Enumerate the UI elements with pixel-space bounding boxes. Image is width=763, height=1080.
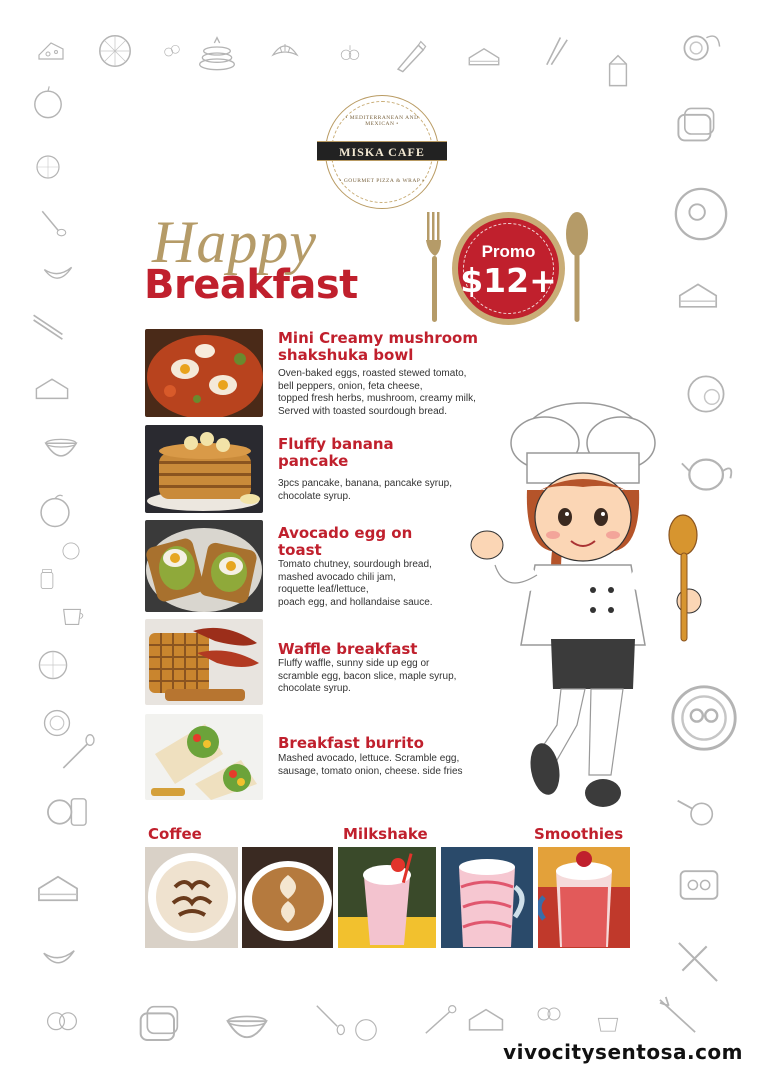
fork-icon — [650, 994, 708, 1038]
cup-icon — [588, 1012, 628, 1036]
cup-icon — [36, 790, 98, 834]
donut-box-icon — [674, 862, 724, 908]
bowl-icon — [220, 1002, 274, 1050]
shakshuka-photo — [145, 329, 263, 417]
coffee-photo-1 — [145, 847, 238, 948]
logo-bottom-text: • GOURMET PIZZA & WRAP • — [339, 178, 425, 184]
sandwich-icon — [460, 42, 508, 76]
item-desc-burrito: Mashed avocado, lettuce. Scramble egg, sausage, tomato onion, cheese. side fries — [278, 753, 463, 777]
milkshake-heading: Milkshake — [343, 825, 428, 843]
spoon-icon — [565, 212, 589, 324]
spoon-icon — [418, 1002, 460, 1038]
toast-icon — [130, 1000, 188, 1050]
whisk-icon — [672, 936, 724, 988]
sandwich-icon — [460, 1002, 512, 1040]
promo-badge — [452, 212, 565, 325]
smoothie-photo — [538, 847, 630, 948]
blueberry-icon — [338, 42, 362, 66]
title-breakfast: Breakfast — [144, 262, 358, 308]
toast-icon — [672, 100, 720, 152]
tongs-icon — [28, 308, 68, 344]
item-desc-avocado: Tomato chutney, sourdough bread, mashed avocado chili jam, roquette leaf/lettuce, poach egg, and hollandaise sauce. — [278, 559, 433, 608]
orange-icon — [36, 648, 70, 682]
item-desc-pancake: 3pcs pancake, banana, pancake syrup, chocolate syrup. — [278, 478, 453, 502]
promo-label: Promo — [481, 242, 536, 261]
egg-plate-icon — [672, 185, 730, 243]
pancake-icon — [196, 35, 238, 75]
item-title-shakshuka: Mini Creamy mushroom shakshuka bowl — [278, 329, 478, 364]
blueberry-icon — [162, 40, 182, 60]
tongs-icon — [540, 30, 574, 70]
milkshake-photo-2 — [441, 847, 533, 948]
chef-illustration — [465, 395, 715, 825]
milkshake-photo-1 — [338, 847, 436, 948]
spoon-icon — [58, 732, 98, 772]
orange-icon — [33, 152, 63, 182]
title-happy: Happy — [152, 209, 317, 275]
coffee-photo-2 — [242, 847, 333, 948]
bowl-icon — [40, 428, 82, 466]
sandwich-icon — [34, 868, 82, 912]
coffee-heading: Coffee — [148, 825, 202, 843]
logo-name: MISKA CAFE — [317, 141, 447, 161]
item-desc-waffle: Fluffy waffle, sunny side up egg or scramble egg, bacon slice, maple syrup, chocolate syrup. — [278, 658, 457, 694]
coconut-icon — [680, 26, 724, 70]
blueberry-icon — [532, 998, 566, 1028]
orange-icon — [96, 32, 134, 70]
croissant-icon — [270, 35, 300, 65]
burrito-photo — [145, 714, 263, 800]
waffle-photo — [145, 619, 263, 705]
orange-icon — [60, 540, 82, 562]
cafe-logo — [317, 95, 447, 215]
item-title-waffle: Waffle breakfast — [278, 640, 418, 658]
avocado-toast-photo — [145, 520, 263, 612]
pancake-photo — [145, 425, 263, 513]
orange-icon — [352, 1016, 380, 1044]
logo-top-text: • MEDITERRANEAN AND MEXICAN • — [345, 115, 419, 127]
smoothies-heading: Smoothies — [534, 825, 624, 843]
jar-icon — [36, 560, 58, 598]
cheese-icon — [36, 35, 66, 65]
item-desc-shakshuka: Oven-baked eggs, roasted stewed tomato, bell peppers, onion, feta cheese, topped fresh herbs, mushroom, creamy milk, Served with toasted sourdough bread. — [278, 368, 476, 417]
item-title-avocado: Avocado egg on toast — [278, 524, 413, 559]
spoon-icon — [312, 996, 348, 1042]
item-title-pancake: Fluffy banana pancake — [278, 435, 394, 470]
banana-icon — [38, 256, 78, 290]
bottle-icon — [392, 35, 428, 77]
item-title-burrito: Breakfast burrito — [278, 734, 424, 752]
sandwich-icon — [28, 372, 76, 408]
apple-icon — [30, 84, 66, 120]
milk-carton-icon — [600, 48, 636, 92]
footer-website: vivocitysentosa.com — [503, 1040, 743, 1064]
spoon-icon — [38, 205, 70, 241]
apple-icon — [36, 490, 74, 530]
sandwich-icon — [672, 276, 724, 318]
banana-icon — [36, 938, 82, 976]
fork-icon — [424, 212, 446, 324]
cup-icon — [58, 602, 88, 630]
blueberry-icon — [40, 1002, 84, 1038]
promo-price: $12+ — [460, 261, 557, 300]
